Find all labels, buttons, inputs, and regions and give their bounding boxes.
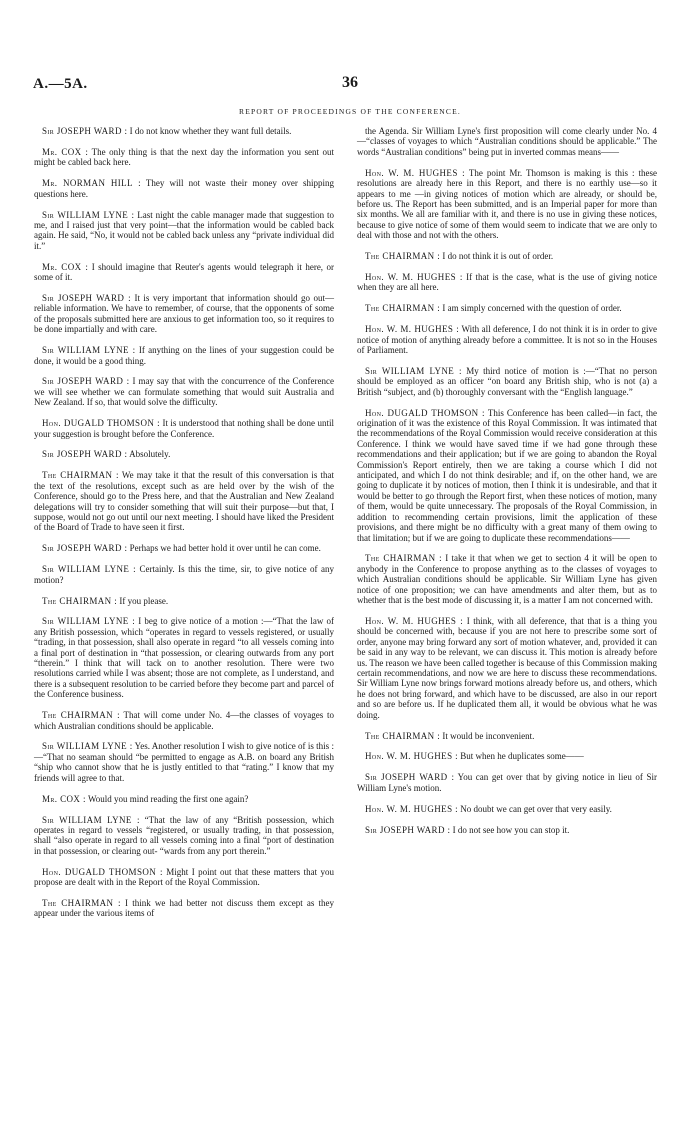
speech-paragraph — [34, 418, 334, 439]
speech-paragraph — [357, 126, 657, 157]
speaker-name: Hon. DUGALD THOMSON : — [365, 407, 485, 418]
speech-text: Yes. Another resolution I wish to give notice of is this :—“That no seaman should “be permitted to engage as A.B. on board any British “ship who cannot show that he is justly entitled to that “rating.” I know that my friends will agree to that. — [34, 741, 335, 783]
speech-paragraph — [34, 741, 334, 783]
speaker-name: The CHAIRMAN : — [42, 470, 119, 481]
speaker-name: The CHAIRMAN : — [365, 251, 441, 262]
speaker-name: Mr. NORMAN HILL : — [42, 178, 141, 189]
speech-paragraph — [34, 345, 334, 366]
speech-text: If that is the case, what is the use of giving notice when they are all here. — [357, 271, 657, 293]
speech-text: I may say that with the concurrence of the Conference we will see whether we can formulate something that would suit Australia and New Zealand. If so, that would solve the difficulty. — [34, 376, 335, 408]
speech-text: I take it that when we get to section 4 it will be open to anybody in the Conference to propose anything as to the classes of voyages to which Australian conditions should be applicable. Sir William Lyne has given notice of one proposition; we can have amendments and alter them, but as to whether that is the best mode of discussing it, is a matter I am not concerned with. — [357, 553, 658, 606]
speech-text: I am simply concerned with the question of order. — [440, 303, 622, 314]
speaker-name: Sir WILLIAM LYNE : — [42, 616, 136, 627]
speech-text: Absolutely. — [127, 449, 171, 460]
speech-paragraph — [34, 262, 334, 283]
speech-paragraph — [34, 867, 334, 888]
speech-paragraph — [357, 366, 657, 397]
speech-paragraph — [34, 470, 334, 532]
speech-text: I do not think it is out of order. — [440, 251, 554, 262]
speech-text: I think, with all deference, that that is a thing you should be concerned with, because if you are not here to prescribe some sort of order, anyone may bring forward any sort of motion whatever, and, provided it can be said in any way to be relevant, we can discuss it. This motion is already before us. The reason we have been called together is because of this Commission making certain recommendations, and now we are here to discuss these recommendations. Sir William Lyne now brings forward motions already before us, and others, which he does not bring forward, and which have to be discussed, are also in our report and so are before us. If he duplicated them all, it would be obvious what he was doing. — [357, 615, 658, 720]
speech-paragraph — [34, 126, 334, 136]
speaker-name: Hon. W. M. HUGHES : — [365, 615, 464, 626]
speech-text: That will come under No. 4—the classes of voyages to which Australian conditions should be applicable. — [34, 710, 334, 731]
speech-paragraph — [357, 553, 657, 605]
speech-text: This Conference has been called—in fact, the origination of it was the existence of this Royal Commission. It was intimated that the recommendations of the Royal Commission would receive consideration at this Conference. I think we would have saved time if we had gone through these recommendations and their application; but if we are going to abandon the Royal Commission's Report entirely, then we are taking a course which I did not anticipated, and which I do not think desirable; and if, on the other hand, we are going to duplicate it by notices of motion, then I think it is undesirable, and that it would be better to go through the Report first, when these notices of motion, many of them, would be quite unnecessary. The proposals of the Royal Commission, in addition to recommending certain provisions, limit the application of these provisions, and there might be no difficulty with a great many of them owing to that limitation; but if we are going to duplicate these recommendations—— — [357, 407, 657, 543]
speech-paragraph — [357, 272, 657, 293]
left-column — [34, 126, 334, 929]
speech-text: I think we had better not discuss them except as they appear under the various items of — [34, 897, 334, 919]
speaker-name: Hon. W. M. HUGHES : — [365, 751, 459, 762]
speech-text: I should imagine that Reuter's agents would telegraph it here, or some of it. — [34, 261, 335, 283]
speech-text: I beg to give notice of a motion :—“That the law of any British possession, which “operates in regard to vessels registered, or usually “trading, in that possession, shall also operate in regard “to all vessels coming into a final port of destination in “that possession, or clearing outwards from any port “therein.” I think that will tack on to another resolution. There were two resolutions carried while I was absent; those are not complete, as I understand, and there is a subsequent resolution to be carried before they become part and parcel of the Conference business. — [34, 616, 334, 700]
speaker-name: Hon. W. M. HUGHES : — [365, 167, 466, 178]
speech-paragraph — [34, 178, 334, 199]
speech-text: the Agenda. Sir William Lyne's first proposition will come clearly under No. 4—“classes of voyages to which “Australian conditions should be applicable.” The words “Australian conditions” being put in inverted commas means—— — [357, 126, 657, 157]
speaker-name: Sir JOSEPH WARD : — [365, 772, 455, 783]
speaker-name: The CHAIRMAN : — [42, 595, 118, 606]
speech-text: If you please. — [117, 595, 169, 606]
speech-text: No doubt we can get over that very easily. — [458, 803, 612, 814]
speaker-name: Mr. COX : — [42, 261, 89, 272]
speech-text: I do not see how you can stop it. — [450, 824, 570, 835]
speech-text: Certainly. Is this the time, sir, to give notice of any motion? — [34, 564, 334, 585]
speaker-name: Hon. W. M. HUGHES : — [365, 803, 459, 814]
speaker-name: The CHAIRMAN : — [365, 730, 441, 741]
speech-text: Last night the cable manager made that suggestion to me, and I raised just that very point—that the information would be cabled back again. He said, “No, it would not be cabled back unless any “private individual did it.” — [34, 209, 334, 251]
speech-text: Perhaps we had better hold it over until he can come. — [127, 543, 321, 554]
speaker-name: Sir JOSEPH WARD : — [42, 543, 128, 554]
speech-text: “That the law of any “British possession, which operates in regard to vessels “registered, or usually trading, in that possession, shall “also operate in regard to all vessels coming into a final “port of destination in that possession, or clearing out- “wards from any port therein.” — [34, 814, 335, 856]
speaker-name: The CHAIRMAN : — [365, 553, 443, 564]
speaker-name: Sir WILLIAM LYNE : — [365, 365, 462, 376]
speaker-name: Sir WILLIAM LYNE : — [42, 741, 133, 752]
speaker-name: Mr. COX : — [42, 793, 86, 804]
speaker-name: Sir JOSEPH WARD : — [42, 376, 130, 387]
speech-paragraph — [34, 376, 334, 407]
speaker-name: Sir WILLIAM LYNE : — [42, 814, 140, 825]
speech-paragraph — [357, 324, 657, 355]
speech-paragraph — [34, 293, 334, 335]
speech-paragraph — [34, 210, 334, 252]
speaker-name: Mr. COX : — [42, 146, 89, 157]
speech-text: Would you mind reading the first one again? — [85, 793, 249, 804]
speech-paragraph — [357, 731, 657, 741]
speaker-name: Hon. DUGALD THOMSON : — [42, 866, 163, 877]
speech-text: They will not waste their money over shipping questions here. — [34, 178, 334, 199]
speech-text: With all deference, I do not think it is in order to give notice of motion of anything already before a committee. It is not so in the Houses of Parliament. — [357, 324, 657, 355]
speech-text: We may take it that the result of this conversation is that the text of the resolutions, except such as are held over by the wish of the Conference, should go to the Press here, and that the Australian and New Zealand delegations will try to consider something that will suit their purpose—but that, I suppose, would not go out until our next meeting. I should have liked the President of the Board of Trade to have seen it first. — [34, 470, 335, 533]
speech-text: It would be inconvenient. — [440, 730, 535, 741]
speaker-name: The CHAIRMAN : — [365, 303, 441, 314]
speech-text: The point Mr. Thomson is making is this : these resolutions are already here in this Report, and there is no earthly use—so it appears to me —in giving notices of motion which are already, or should be, before us. The Report has been submitted, and is an Imperial paper for more than six months. We all are familiar with it, and there is no use in giving these notices, because to give notice of some of them would seem to indicate that we are only to deal with those and not with the others. — [357, 167, 657, 241]
speaker-name: Sir WILLIAM LYNE : — [42, 345, 136, 356]
speech-paragraph — [357, 303, 657, 313]
speaker-name: The CHAIRMAN : — [42, 710, 120, 721]
speech-text: If anything on the lines of your suggestion could be done, it would be a good thing. — [34, 345, 335, 366]
speech-text: The only thing is that the next day the information you sent out might be cabled back here. — [34, 146, 334, 168]
report-reference: A.—5A. — [33, 76, 88, 92]
speech-paragraph — [357, 408, 657, 543]
speech-text: You can get over that by giving notice in lieu of Sir William Lyne's motion. — [357, 772, 657, 793]
speaker-name: Sir JOSEPH WARD : — [42, 126, 128, 136]
speaker-name: Hon. DUGALD THOMSON : — [42, 418, 160, 429]
speech-paragraph — [357, 772, 657, 793]
speech-paragraph — [34, 710, 334, 731]
speaker-name: The CHAIRMAN : — [42, 897, 121, 908]
speech-paragraph — [34, 449, 334, 459]
page-number: 36 — [342, 74, 358, 91]
speech-paragraph — [34, 616, 334, 699]
speech-paragraph — [357, 616, 657, 720]
speech-text: Might I point out that these matters that you propose are dealt with in the Report of the Royal Commission. — [34, 866, 334, 888]
speaker-name: Sir WILLIAM LYNE : — [42, 209, 135, 220]
speech-text: My third notice of motion is :—“That no person should be employed as an officer “on board any British ship, who is not (a) a British “subject, and (b) thoroughly conversant with the “English language.” — [357, 365, 658, 397]
speaker-name: Sir JOSEPH WARD : — [365, 824, 451, 835]
speech-paragraph — [34, 147, 334, 168]
speech-paragraph — [34, 564, 334, 585]
speech-paragraph — [34, 543, 334, 553]
right-column — [357, 126, 657, 845]
speech-paragraph — [34, 794, 334, 804]
speech-paragraph — [34, 815, 334, 857]
speech-text: It is very important that information should go out—reliable information. We have to remember, of course, that the opponents of some of the proposals submitted here are anxious to get information too, so it requires to be done impartially and with care. — [34, 292, 334, 335]
speech-text: But when he duplicates some—— — [458, 751, 584, 762]
speaker-name: Sir JOSEPH WARD : — [42, 449, 128, 460]
speech-text: It is understood that nothing shall be done until your suggestion is brought before the Conference. — [34, 418, 335, 439]
speech-paragraph — [357, 251, 657, 261]
speech-paragraph — [357, 751, 657, 761]
speech-text: I do not know whether they want full details. — [127, 126, 292, 136]
speaker-name: Hon. W. M. HUGHES : — [365, 271, 463, 282]
speech-paragraph — [357, 168, 657, 241]
speech-paragraph — [357, 804, 657, 814]
speech-paragraph — [34, 898, 334, 919]
speaker-name: Hon. W. M. HUGHES : — [365, 324, 460, 335]
speaker-name: Sir JOSEPH WARD : — [42, 292, 131, 303]
speech-paragraph — [357, 825, 657, 835]
speaker-name: Sir WILLIAM LYNE : — [42, 564, 137, 575]
running-title: REPORT OF PROCEEDINGS OF THE CONFERENCE. — [239, 107, 461, 116]
speech-paragraph — [34, 596, 334, 606]
